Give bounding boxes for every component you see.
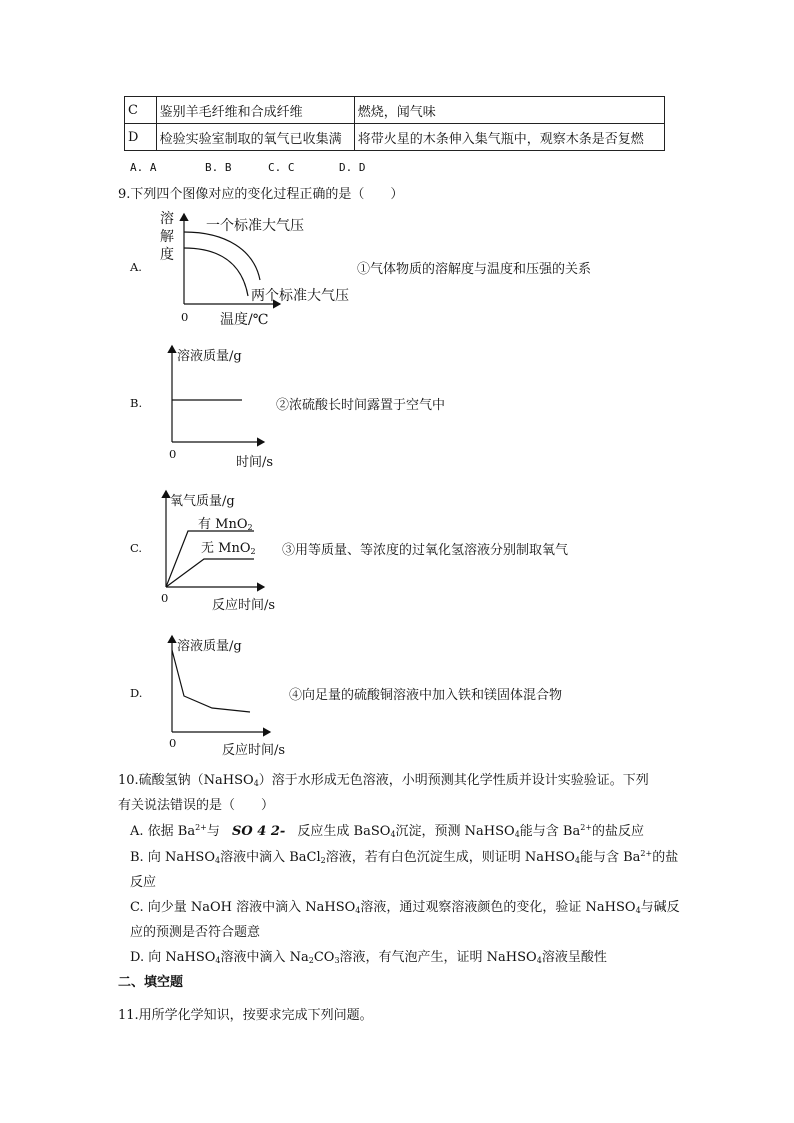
q9-d-xaxis: 反应时间/s bbox=[222, 743, 286, 758]
row-method: 将带火星的木条伸入集气瓶中，观察木条是否复燃 bbox=[354, 124, 664, 151]
q8-choice-a[interactable]: A. A bbox=[130, 161, 157, 174]
q9-c-line-bottom: 无 MnO$_2$ bbox=[201, 541, 256, 556]
q9-c-desc: ③用等质量、等浓度的过氧化氢溶液分别制取氧气 bbox=[282, 543, 569, 558]
q9-b-desc: ②浓硫酸长时间露置于空气中 bbox=[276, 398, 446, 413]
table-row bbox=[125, 124, 665, 151]
q10-choice-d[interactable]: D. 向 NaHSO$_4$溶液中滴入 $Na_2CO_3$溶液，有气泡产生，证明 NaHSO$_4$溶液呈酸性 bbox=[130, 950, 607, 965]
table-row bbox=[125, 97, 665, 124]
q9-c-line-top: 有 MnO$_2$ bbox=[198, 517, 253, 532]
q9-a-yaxis-1: 溶 bbox=[160, 211, 174, 227]
q9-c-origin: 0 bbox=[161, 591, 169, 605]
row-item: 检验实验室制取的氧气已收集满 bbox=[156, 124, 354, 151]
q9-a-label[interactable]: A. bbox=[130, 260, 142, 274]
q8-choice-c[interactable]: C. C bbox=[268, 161, 295, 174]
row-id: C bbox=[125, 97, 157, 124]
q9-a-xaxis: 温度/℃ bbox=[220, 312, 269, 328]
row-item: 鉴别羊毛纤维和合成纤维 bbox=[156, 97, 354, 124]
q9-a-curve-top: 一个标准大气压 bbox=[206, 218, 304, 234]
q9-a-yaxis-2: 解 bbox=[160, 229, 174, 245]
q9-d-label[interactable]: D. bbox=[130, 686, 143, 700]
q9-a-yaxis-3: 度 bbox=[160, 247, 174, 263]
q9-a-origin: 0 bbox=[181, 310, 189, 324]
q9-stem: 9.下列四个图像对应的变化过程正确的是（ ） bbox=[118, 187, 404, 202]
section-heading: 二、填空题 bbox=[118, 975, 184, 990]
q10-stem-line1: 10.硫酸氢钠（NaHSO$_4$）溶于水形成无色溶液，小明预测其化学性质并设计实验验证。下列 bbox=[118, 773, 649, 788]
q10-choice-b[interactable]: B. 向 NaHSO$_4$溶液中滴入 BaCl$_2$溶液，若有白色沉淀生成，则证明 NaHSO$_4$能与含 $Ba^{2+}$的盐 bbox=[130, 849, 679, 865]
q9-a-desc: ①气体物质的溶解度与温度和压强的关系 bbox=[357, 262, 592, 277]
q9-d-desc: ④向足量的硫酸铜溶液中加入铁和镁固体混合物 bbox=[289, 688, 563, 703]
q10-choice-a[interactable]: A. 依据 $Ba^{2+}$与 SO 4 2- 反应生成 BaSO$_4$沉淀，预测 NaHSO$_4$能与含 $Ba^{2+}$的盐反应 bbox=[130, 823, 645, 839]
q10-choice-b-cont: 反应 bbox=[130, 875, 157, 890]
q9-c-label[interactable]: C. bbox=[130, 541, 143, 555]
row-id: D bbox=[125, 124, 157, 151]
q9-c-xaxis: 反应时间/s bbox=[212, 598, 276, 613]
q9-a-curve-bottom: 两个标准大气压 bbox=[251, 288, 349, 304]
q9-b-xaxis: 时间/s bbox=[236, 455, 274, 470]
q8-choice-b[interactable]: B. B bbox=[205, 161, 232, 174]
q8-choice-d[interactable]: D. D bbox=[339, 161, 366, 174]
q9-b-origin: 0 bbox=[169, 447, 177, 461]
q9-c-yaxis: 氧气质量/g bbox=[170, 494, 235, 509]
q10-choice-c-cont: 应的预测是否符合题意 bbox=[130, 925, 261, 940]
q9-b-yaxis: 溶液质量/g bbox=[177, 349, 242, 364]
q9-d-yaxis: 溶液质量/g bbox=[177, 639, 242, 654]
row-method: 燃烧，闻气味 bbox=[354, 97, 664, 124]
q9-d-origin: 0 bbox=[169, 736, 177, 750]
q9-b-label[interactable]: B. bbox=[130, 396, 143, 410]
q10-stem-line2: 有关说法错误的是（ ） bbox=[118, 798, 275, 813]
q10-choice-c[interactable]: C. 向少量 NaOH 溶液中滴入 NaHSO$_4$溶液，通过观察溶液颜色的变化，验证 NaHSO$_4$与碱反 bbox=[130, 900, 680, 915]
options-table bbox=[124, 96, 665, 151]
q11-stem: 11.用所学化学知识，按要求完成下列问题。 bbox=[118, 1008, 373, 1023]
q9-d-graph bbox=[164, 632, 274, 738]
q9-b-graph bbox=[164, 342, 268, 448]
